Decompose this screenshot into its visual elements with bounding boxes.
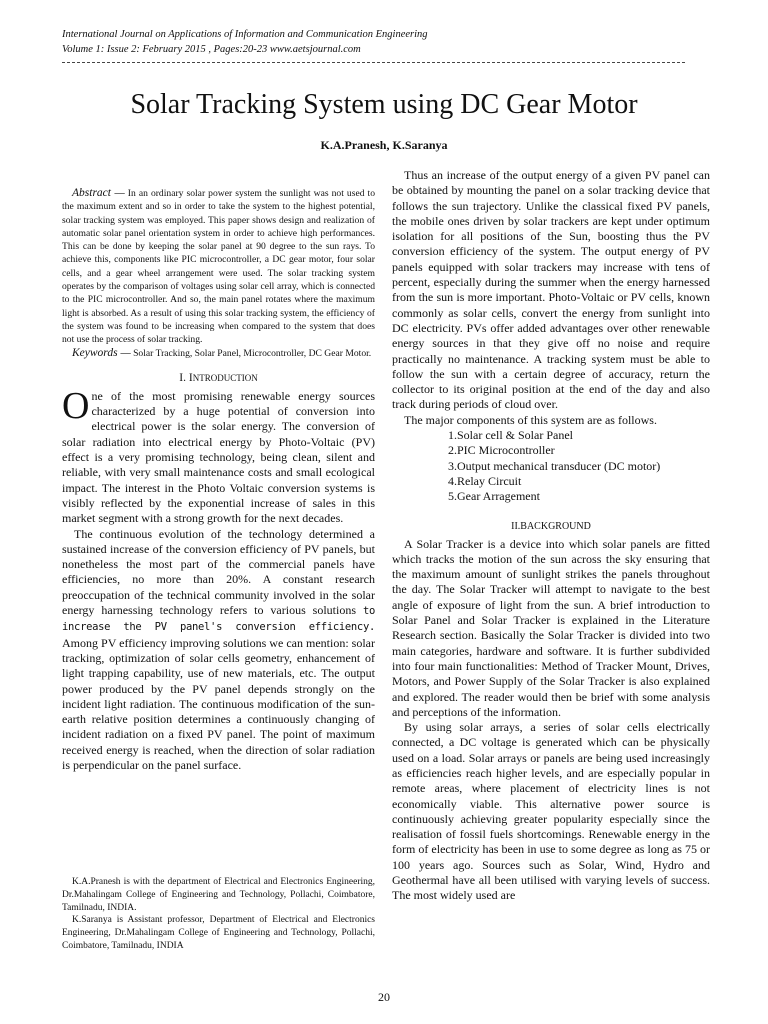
keywords bbox=[62, 347, 375, 360]
paper-authors: K.A.Pranesh, K.Saranya bbox=[320, 138, 448, 152]
abstract-label: Abstract — bbox=[72, 187, 125, 199]
drop-cap: O bbox=[62, 384, 90, 427]
list-item: 3.Output mechanical transducer (DC motor) bbox=[448, 458, 661, 473]
abstract-text: In an ordinary solar power system the sunlight was not used to the maximum extent and so in order to take the system to the highest potential, solar tracking system was employed. This paper shows design and realization of automatic solar panel orientation system in order to achieve high performances. This can be done by keeping the solar panel at 90 degree to the sun rays. To achieve this, components like PIC microcontroller, a DC gear motor, four solar cells, and a gear wheel arrangement were used. The solar tracking system operates by the comparison of voltages using solar cell array, which is connected to the PIC microcontroller. And so, the main panel rotates where the maximum light is absorbed. As a result of using this solar tracking system, the efficiency of the system was found to be increasing when compared to the system that does not use the process of solar tracking. bbox=[62, 188, 376, 346]
components-list bbox=[392, 428, 710, 504]
background-paragraph-2: By using solar arrays, a series of solar cells electrically connected, a DC voltage is generated which can be physically used on a load. Solar arrays or panels are being used increasingly as efficiencies reach higher levels, and are especially popular in remote areas, where placement of electricity lines is not economically viable. This alternative power source is continuously achieving greater popularity especially since the realisation of fossil fuels shortcomings. Renewable energy in the form of electricity has been in use to some degree as long as 75 or 100 years ago. Sources such as Solar, Wind, Hydro and Geothermal have all been utilised with varying levels of success. The most widely used are bbox=[392, 720, 710, 903]
section-heading-background: II.BACKGROUND bbox=[511, 520, 591, 532]
list-item: 2.PIC Microcontroller bbox=[448, 443, 555, 458]
background-paragraph-1: A Solar Tracker is a device into which solar panels are fitted which tracks the motion of the sun across the sky ensuring that the maximum amount of sunlight strikes the panels throughout the day. The Solar Tracker will attempt to navigate to the best angle of exposure of light from the sun. A brief introduction to Solar Panel and Solar Tracker is explained in the Literature Research section. Basically the Solar Tracker is divided into two main categories, hardware and software. It is further subdivided into four main functionalities: Method of Tracker Mount, Drives, Motors, and Power Supply of the Solar Tracker is also explained and explored. The reader would then be brief with some analysis and perceptions of the information. bbox=[392, 536, 710, 719]
journal-name: International Journal on Applications of Information and Communication Engineering bbox=[62, 29, 428, 40]
intro-paragraph-1: One of the most promising renewable energy sources characterized by a huge potential of conversion into electrical power is the solar energy. The conversion of solar radiation into electrical energy by Photo-Voltaic (PV) effect is a very promising technology, being clean, silent and reliable, with very small maintenance costs and small ecological impact. The interest in the Photo Voltaic conversion systems is visibly reflected by the exponential increase of sales in this market segment with a strong growth for the next decades. bbox=[62, 384, 375, 526]
footnote-author-2: K.Saranya is Assistant professor, Department of Electrical and Electronics Engineering, Dr.Mahalingam College of Engineering and Technology, Pollachi, Coimbatore, Tamilnadu, INDIA bbox=[62, 915, 375, 951]
right-paragraph-2: The major components of this system are as follows. bbox=[404, 412, 657, 427]
author-footnotes bbox=[62, 876, 375, 953]
journal-header bbox=[62, 27, 702, 57]
section-heading-introduction: I. INTRODUCTION bbox=[179, 371, 258, 384]
journal-issue: Volume 1: Issue 2: February 2015 , Pages:20-23 www.aetsjournal.com bbox=[62, 44, 361, 55]
footnote-author-1: K.A.Pranesh is with the department of Electrical and Electronics Engineering, Dr.Mahalingam College of Engineering and Technology, Pollachi, Coimbatore, Tamilnadu, INDIA. bbox=[62, 877, 375, 913]
list-item: 5.Gear Arragement bbox=[448, 489, 540, 504]
right-paragraph-1: Thus an increase of the output energy of a given PV panel can be obtained by mounting the panel on a solar tracking device that follows the sun trajectory. Unlike the classical fixed PV panels, the mobile ones driven by solar trackers are kept under optimum isolation for all positions of the Sun, boosting thus the PV conversion efficiency of the system. The output energy of PV panels equipped with solar trackers may increase with tens of percent, especially during the summer when the energy harnessed from the sun is more important. Photo-Voltaic or PV cells, known commonly as solar cells, convert the energy from sunlight into DC electricity. PVs offer added advantages over other renewable energy sources in that they give off no noise and require practically no maintenance. A tracking system must be able to follow the sun with a certain degree of accuracy, return the collector to its original position at the end of the day and also track during periods of cloud over. bbox=[392, 168, 710, 412]
abstract bbox=[62, 187, 375, 347]
right-column bbox=[392, 168, 710, 904]
page-number: 20 bbox=[378, 990, 390, 1004]
intro-paragraph-2: The continuous evolution of the technology determined a sustained increase of the conversion efficiency of PV panels, but nonetheless the most part of the commercial panels have efficiencies, no more than 20%. A constant research preoccupation of the technical community involved in the solar energy harnessing technology refers to various solutions to increase the PV panel's conversion efficiency. Among PV efficiency improving solutions we can mention: solar tracking, optimization of solar cells geometry, enhancement of light trapping capability, use of new materials, etc. The output power produced by the PV panel depends strongly on the incident light radiation. The continuous modification of the sun-earth relative position determines a continuously changing of incident radiation on a fixed PV panel. The point of maximum received energy is reached, when the direction of solar radiation is perpendicular on the panel surface. bbox=[62, 526, 375, 772]
list-item: 1.Solar cell & Solar Panel bbox=[448, 428, 573, 443]
paper-title: Solar Tracking System using DC Gear Motor bbox=[130, 89, 638, 120]
keywords-label: Keywords — bbox=[72, 346, 131, 359]
left-column bbox=[62, 187, 375, 773]
keywords-text: Solar Tracking, Solar Panel, Microcontroller, DC Gear Motor. bbox=[133, 347, 372, 359]
header-divider bbox=[62, 62, 685, 63]
list-item: 4.Relay Circuit bbox=[448, 473, 522, 488]
